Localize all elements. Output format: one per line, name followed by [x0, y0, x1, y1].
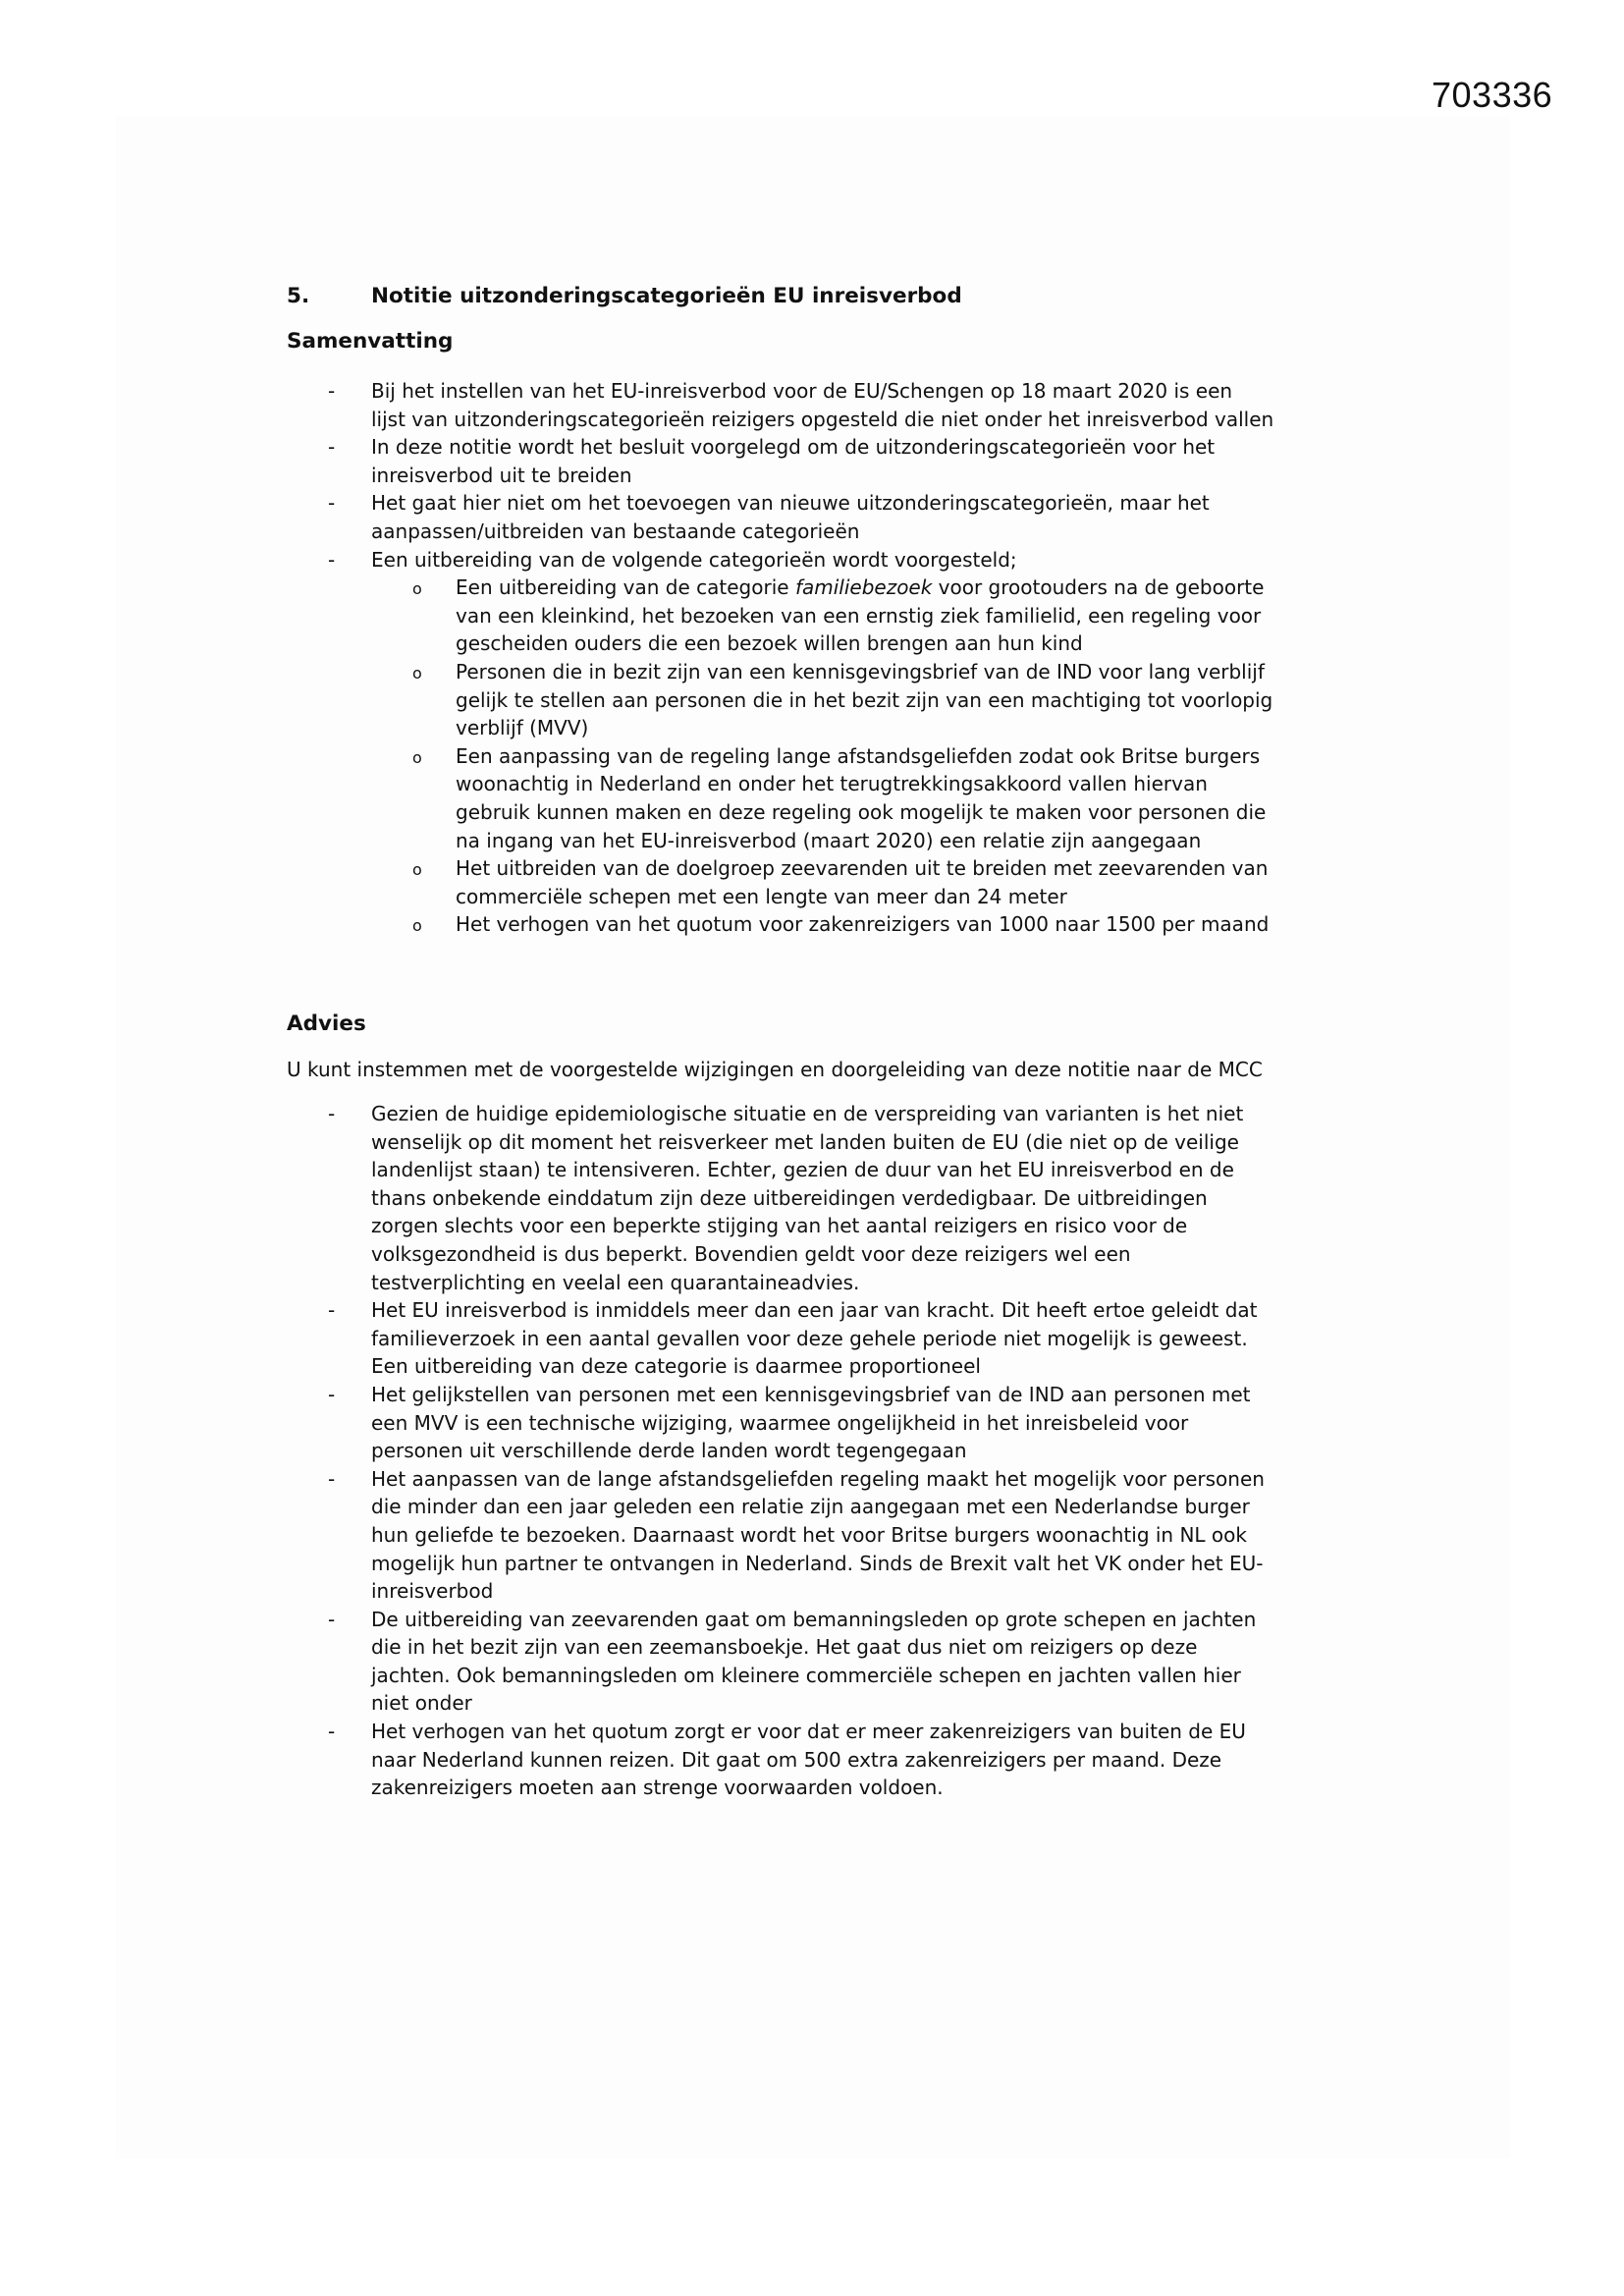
italic-term: familiebezoek	[794, 575, 933, 600]
summary-item: - Bij het instellen van het EU-inreisverbod voor de EU/Schengen op 18 maart 2020 is een lijst van uitzonderingscategorieën reizigers opgesteld die niet onder het inreisverbod vallen	[328, 379, 1274, 431]
summary-heading: Samenvatting	[287, 329, 454, 354]
circle-bullet: o	[412, 860, 422, 880]
advice-heading: Advies	[287, 1011, 366, 1036]
dash-bullet: -	[328, 1382, 336, 1406]
category-item: o Een aanpassing van de regeling lange afstandsgeliefden zodat ook Britse burgers woonachtig in Nederland en onder het terugtrekkingsakkoord vallen hiervan gebruik kunnen maken en deze regeling ook mogelijk te maken voor personen die na ingang van het EU-inreisverbod (maart 2020) een relatie zijn aangegaan	[412, 743, 1267, 852]
dash-bullet: -	[328, 547, 336, 572]
dash-bullet: -	[328, 1102, 336, 1125]
summary-item: - In deze notitie wordt het besluit voorgelegd om de uitzonderingscategorieën voor het inreisverbod uit te breiden	[328, 435, 1216, 487]
summary-list	[287, 377, 1273, 939]
dash-bullet: -	[328, 1298, 336, 1323]
dash-bullet: -	[328, 435, 336, 460]
dash-bullet: -	[328, 1720, 336, 1744]
category-item: o Het verhogen van het quotum voor zakenreizigers van 1000 naar 1500 per maand	[287, 910, 1273, 939]
category-item: o Het uitbreiden van de doelgroep zeevarenden uit te breiden met zeevarenden van commerciële schepen met een lengte van meer dan 24 meter	[412, 856, 1269, 908]
advice-item: - Het aanpassen van de lange afstandsgeliefden regeling maakt het mogelijk voor personen die minder dan een jaar geleden een relatie zijn aangegaan met een Nederlandse burger hun geliefde te bezoeken. Daarnaast wordt het voor Britse burgers woonachtig in NL ook mogelijk hun partner te ontvangen in Nederland. Sinds de Brexit valt het VK onder het EU- inreisverbod	[328, 1466, 1265, 1604]
dash-bullet: -	[328, 1466, 336, 1491]
section-number: 5.	[287, 284, 310, 308]
category-item: o Personen die in bezit zijn van een kennisgevingsbrief van de IND voor lang verblijf gelijk te stellen aan personen die in het bezit zijn van een machtiging tot voorlopig verblijf (MVV)	[412, 659, 1273, 740]
circle-bullet: o	[412, 579, 422, 599]
section-title: Notitie uitzonderingscategorieën EU inreisverbod	[371, 284, 962, 308]
advice-item: - Gezien de huidige epidemiologische situatie en de verspreiding van varianten is het niet wenselijk op dit moment het reisverkeer met landen buiten de EU (die niet op de veilige landenlijst staan) te intensiveren. Echter, gezien de duur van het EU inreisverbod en de thans onbekende einddatum zijn deze uitbereidingen verdedigbaar. De uitbreidingen zorgen slechts voor een beperkte stijging van het aantal reizigers en risico voor de volksgezondheid is dus beperkt. Bovendien geldt voor deze reizigers wel een testverplichting en veelal een quarantaineadvies.	[328, 1102, 1244, 1294]
proposed-categories-list	[371, 574, 1273, 939]
dash-bullet: -	[328, 491, 336, 516]
advice-item: - Het verhogen van het quotum zorgt er voor dat er meer zakenreizigers van buiten de EU naar Nederland kunnen reizen. Dit gaat om 500 extra zakenreizigers per maand. Deze zakenreizigers moeten aan strenge voorwaarden voldoen.	[328, 1720, 1246, 1800]
advice-list	[287, 1100, 1265, 1802]
circle-bullet: o	[412, 663, 422, 683]
advice-item: - De uitbereiding van zeevarenden gaat om bemanningsleden op grote schepen en jachten die in het bezit zijn van een zeemansboekje. Het gaat dus niet om reizigers op deze jachten. Ook bemanningsleden om kleinere commerciële schepen en jachten vallen hier niet onder	[328, 1607, 1257, 1716]
advice-intro: U kunt instemmen met de voorgestelde wijzigingen en doorgeleiding van deze notitie naar de MCC	[287, 1058, 1263, 1081]
summary-item: - Een uitbereiding van de volgende categorieën wordt voorgesteld; o Een uitbereiding van de categorie familiebezoek voor grootouders na de geboorte van een kleinkind, het bezoeken van een ernstig ziek familielid, een regeling voor gescheiden ouders die een bezoek willen brengen aan hun kind o Personen die in bezit zijn van een kennisgevingsbrief van de IND voor lang verblijf gelijk te stellen aan personen die in het bezit zijn van een machtiging tot voorlopig verblijf (MVV) o Een aanpassing van de regeling lange afstandsgeliefden zodat ook Britse burgers woonachtig in Nederland en onder het terugtrekkingsakkoord vallen hiervan gebruik kunnen maken en deze regeling ook mogelijk te maken voor personen die na ingang van het EU-inreisverbod (maart 2020) een relatie zijn aangegaan o Het uitbreiden van de doelgroep zeevarenden uit te breiden met zeevarenden van commerciële schepen met een lengte van meer dan 24 meter o Het verhogen van het quotum voor zakenreizigers van 1000 naar 1500 per maand	[287, 546, 1273, 939]
summary-item: - Het gaat hier niet om het toevoegen van nieuwe uitzonderingscategorieën, maar het aanpassen/uitbreiden van bestaande categorieën	[328, 491, 1210, 543]
section-heading	[287, 284, 962, 308]
circle-bullet: o	[412, 747, 422, 767]
dash-bullet: -	[328, 379, 336, 403]
dash-bullet: -	[328, 1607, 336, 1631]
category-item: o Een uitbereiding van de categorie familiebezoek voor grootouders na de geboorte van een kleinkind, het bezoeken van een ernstig ziek familielid, een regeling voor gescheiden ouders die een bezoek willen brengen aan hun kind	[412, 575, 1265, 656]
circle-bullet: o	[412, 916, 422, 936]
advice-item: - Het EU inreisverbod is inmiddels meer dan een jaar van kracht. Dit heeft ertoe geleidt dat familieverzoek in een aantal gevallen voor deze gehele periode niet mogelijk is geweest. Een uitbereiding van deze categorie is daarmee proportioneel	[328, 1298, 1258, 1379]
document-number: 703336	[1432, 75, 1553, 115]
advice-item: - Het gelijkstellen van personen met een kennisgevingsbrief van de IND aan personen met een MVV is een technische wijziging, waarmee ongelijkheid in het inreisbeleid voor personen uit verschillende derde landen wordt tegengegaan	[328, 1382, 1251, 1463]
